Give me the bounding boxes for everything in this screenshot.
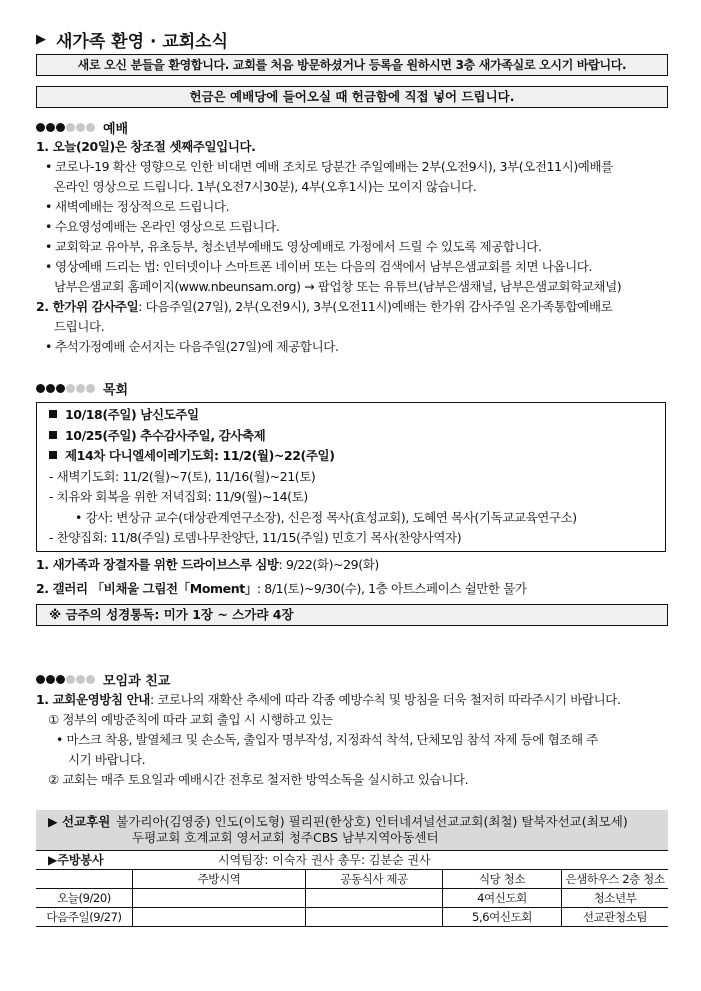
table-cell — [306, 907, 443, 926]
table-cell — [133, 888, 306, 907]
schedule-item: 10/25(주일) 추수감사주일, 감사축제 — [49, 426, 665, 447]
title-text: 새가족 환영 · 교회소식 — [56, 31, 229, 52]
schedule-item: 제14차 다니엘세이레기도회: 11/2(월)~22(주일) — [49, 446, 665, 467]
kitchen-title: ▶주방봉사 — [48, 852, 104, 867]
pastoral-item-1: 1. 새가족과 장결자를 위한 드라이브스루 심방: 9/22(화)~29(화) — [36, 556, 379, 572]
schedule-box — [36, 402, 666, 552]
list-item: 드립니다. — [54, 319, 105, 334]
dots-icon — [36, 123, 96, 132]
schedule-item: 10/18(주일) 남신도주일 — [49, 405, 665, 426]
table-cell: 공동식사 제공 — [306, 870, 443, 889]
schedule-sub-item: - 새벽기도회: 11/2(월)~7(토), 11/16(월)~21(토) — [49, 468, 316, 484]
list-item: • 교회학교 유아부, 유초등부, 청소년부예배도 영상예배로 가정에서 드릴 수 있도록 제공합니다. — [45, 239, 542, 254]
table-row — [36, 888, 668, 907]
kitchen-header — [36, 850, 668, 870]
table-cell: 청소년부 — [562, 888, 669, 907]
mission-line: ▶ 선교후원 불가리아(김영중) 인도(이도형) 필리핀(한상호) 인터네셔널선교교회(최철) 탈북자선교(최모세) — [48, 813, 628, 829]
list-item: • 마스크 착용, 발열체크 및 손소독, 출입자 명부작성, 지정좌석 착석, 단체모임 참석 자제 등에 협조해 주 — [56, 731, 598, 747]
table-cell — [133, 907, 306, 926]
worship-item-2: 2. 한가위 감사주일: 다음주일(27일), 2부(오전9시), 3부(오전11시)예배는 한가위 감사주일 온가족통합예배로 — [36, 299, 613, 314]
table-cell: 은샘하우스 2층 청소 — [562, 870, 669, 889]
section-title: 모임과 친교 — [103, 674, 171, 689]
section-gathering-heading — [36, 670, 668, 690]
mission-line: 두평교회 호계교회 영서교회 청주CBS 남부지역아동센터 — [132, 829, 439, 845]
bible-reading-box: ※ 금주의 성경통독: 미가 1장 ~ 스가랴 4장 — [36, 604, 668, 626]
table-cell: 다음주일(9/27) — [36, 907, 133, 926]
list-item: ① 정부의 예방준칙에 따라 교회 출입 시 시행하고 있는 — [48, 711, 333, 727]
section-title: 예배 — [103, 121, 129, 137]
schedule-sub-item: - 찬양집회: 11/8(주일) 로뎀나무찬양단, 11/15(주일) 민호기 목사(찬양사역자) — [49, 530, 462, 545]
table-cell: 선교관청소팀 — [562, 907, 669, 926]
dots-icon — [36, 384, 96, 393]
list-item: • 영상예배 드리는 법: 인터넷이나 스마트폰 네이버 또는 다음의 검색에서 남부은샘교회를 치면 나옵니다. — [45, 259, 593, 274]
table-cell: 오늘(9/20) — [36, 888, 133, 907]
list-item: 온라인 영상으로 드립니다. 1부(오전7시30분), 4부(오후1시)는 모이지 않습니다. — [54, 179, 477, 194]
list-item: • 추석가정예배 순서지는 다음주일(27일)에 제공합니다. — [45, 339, 339, 354]
pastoral-item-2: 2. 갤러리 「비채울 그림전「Moment」: 8/1(토)~9/30(수), 1층 아트스페이스 쉴만한 물가 — [36, 580, 527, 596]
table-header-row — [36, 870, 668, 889]
table-cell: 식당 청소 — [443, 870, 562, 889]
list-item: • 새벽예배는 정상적으로 드립니다. — [45, 199, 230, 214]
kitchen-staff: 시역팀장: 이숙자 권사 총무: 김분순 권사 — [218, 852, 431, 867]
schedule-sub-item: - 치유와 회복을 위한 저녁집회: 11/9(월)~14(토) — [49, 489, 308, 504]
section-title: 목회 — [103, 382, 129, 398]
list-item: • 수요영성예배는 온라인 영상으로 드립니다. — [45, 219, 280, 234]
worship-item-1: 1. 오늘(20일)은 창조절 셋째주일입니다. — [36, 139, 256, 154]
schedule-sub-item: • 강사: 변상규 교수(대상관계연구소장), 신은정 목사(효성교회), 도혜연 목사(기독교교육연구소) — [75, 509, 577, 525]
section-worship-heading — [36, 117, 668, 137]
title-marker: ▶ — [36, 31, 46, 47]
table-cell — [306, 888, 443, 907]
list-item: ② 교회는 매주 토요일과 예배시간 전후로 철저한 방역소독을 실시하고 있습니다. — [48, 771, 469, 787]
kitchen-table — [36, 870, 668, 927]
table-cell: 5,6여신도회 — [443, 907, 562, 926]
table-cell — [36, 870, 133, 889]
list-item: 시기 바랍니다. — [68, 751, 146, 767]
welcome-notice: 새로 오신 분들을 환영합니다. 교회를 처음 방문하셨거나 등록을 원하시면 3층 새가족실로 오시기 바랍니다. — [36, 54, 668, 76]
bulletin-page — [36, 28, 668, 927]
section-pastoral-heading — [36, 378, 668, 398]
table-cell: 주방시역 — [133, 870, 306, 889]
page-title — [36, 28, 668, 50]
table-cell: 4여신도회 — [443, 888, 562, 907]
mission-support-box — [36, 810, 668, 850]
list-item: 남부은샘교회 홈페이지(www.nbeunsam.org) → 팝업창 또는 유튜브(남부은샘채널, 남부은샘교회학교채널) — [54, 279, 622, 294]
mission-label: ▶ 선교후원 — [48, 813, 111, 829]
list-item: • 코로나-19 확산 영향으로 인한 비대면 예배 조치로 당분간 주일예배는 2부(오전9시), 3부(오전11시)예배를 — [45, 159, 613, 174]
gathering-item-1: 1. 교회운영방침 안내: 코로나의 재확산 추세에 따라 각종 예방수칙 및 방침을 더욱 철저히 따라주시기 바랍니다. — [36, 691, 621, 707]
offering-notice: 헌금은 예배당에 들어오실 때 헌금함에 직접 넣어 드립니다. — [36, 86, 668, 108]
dots-icon — [36, 675, 96, 684]
table-row — [36, 907, 668, 926]
